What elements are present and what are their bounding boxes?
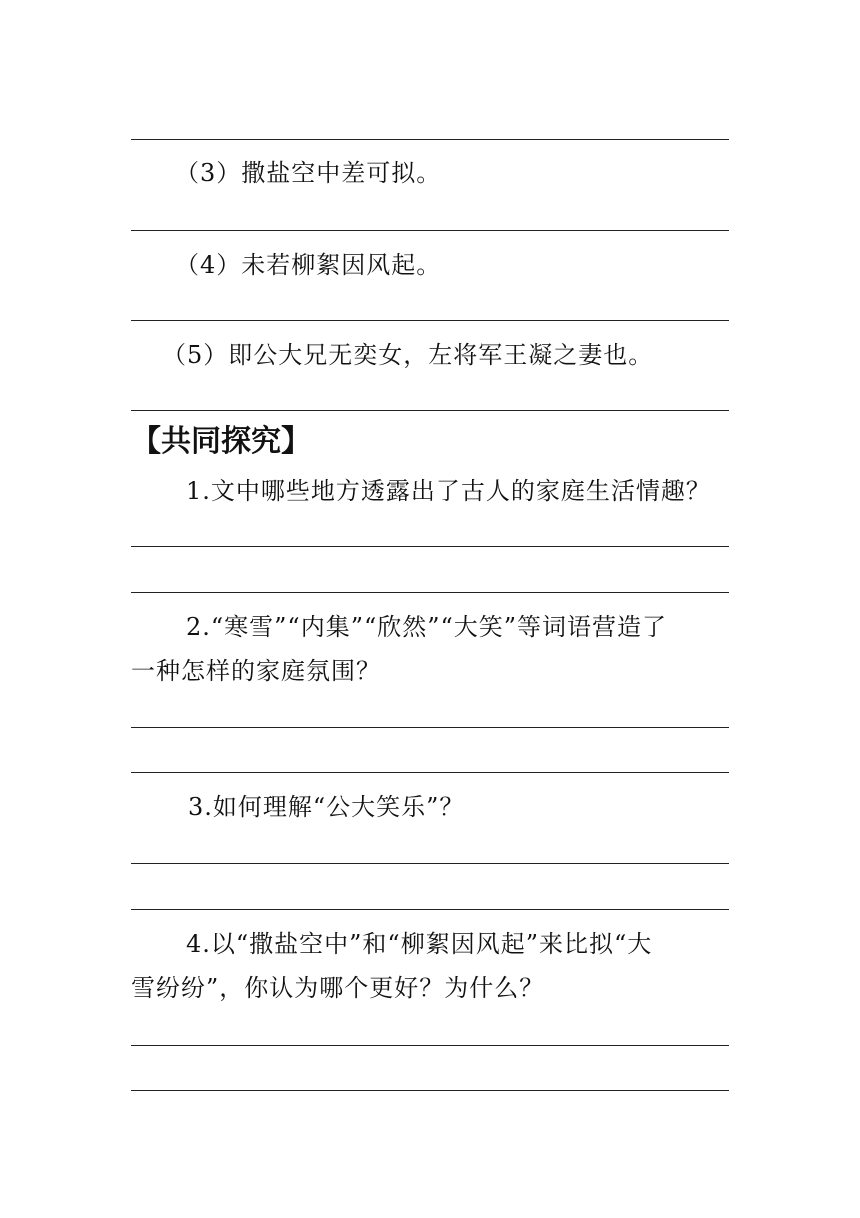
- answer-line: [131, 1090, 729, 1091]
- answer-line: [131, 320, 729, 321]
- answer-line: [131, 230, 729, 231]
- question-1: 1.文中哪些地方透露出了古人的家庭生活情趣？: [186, 477, 711, 505]
- sentence-item-4: （4）未若柳絮因风起。: [175, 251, 442, 279]
- question-4-line-2: 雪纷纷”，你认为哪个更好？为什么？: [131, 974, 545, 1002]
- answer-line: [131, 727, 729, 728]
- answer-line: [131, 909, 729, 910]
- answer-line: [131, 863, 729, 864]
- section-heading: 【共同探究】: [131, 424, 311, 459]
- question-3: 3.如何理解“公大笑乐”？: [188, 793, 465, 821]
- answer-line: [131, 592, 729, 593]
- answer-line: [131, 546, 729, 547]
- question-2-line-1: 2.“寒雪”“内集”“欣然”“大笑”等词语营造了: [186, 613, 668, 641]
- question-2-line-2: 一种怎样的家庭氛围？: [131, 657, 381, 685]
- sentence-item-5: （5）即公大兄无奕女，左将军王凝之妻也。: [162, 341, 654, 369]
- sentence-item-3: （3）撒盐空中差可拟。: [175, 159, 442, 187]
- answer-line: [131, 772, 729, 773]
- answer-line: [131, 139, 729, 140]
- answer-line: [131, 1045, 729, 1046]
- answer-line: [131, 410, 729, 411]
- question-4-line-1: 4.以“撒盐空中”和“柳絮因风起”来比拟“大: [186, 930, 653, 958]
